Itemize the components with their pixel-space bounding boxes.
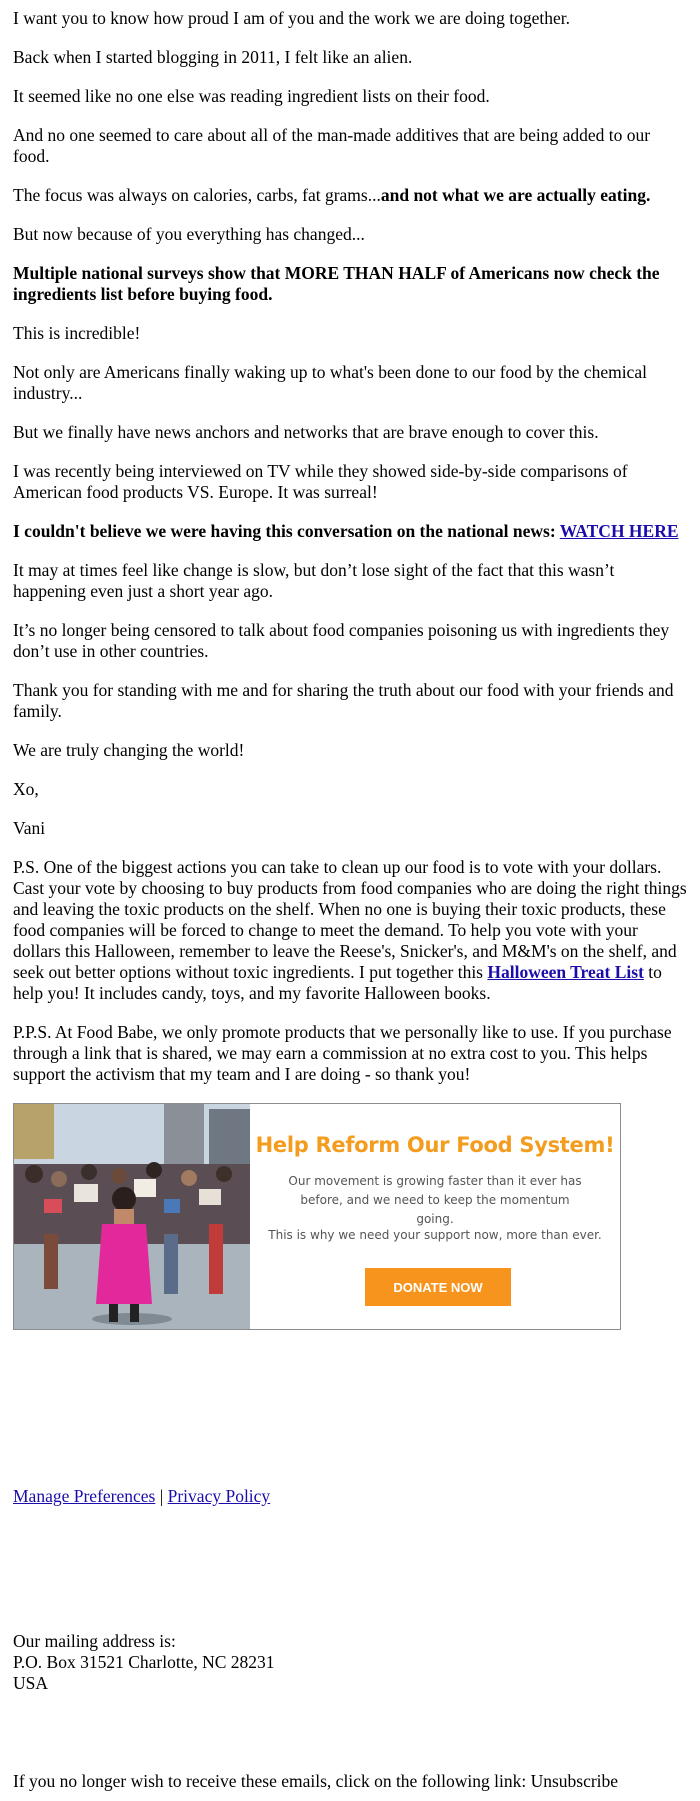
paragraph: But now because of you everything has changed... xyxy=(13,224,365,244)
paragraph: It’s no longer being censored to talk about food companies poisoning us with ingredients they don’t use in other countries. xyxy=(13,620,670,661)
paragraph: We are truly changing the world! xyxy=(13,740,245,760)
rally-photo xyxy=(14,1104,250,1329)
paragraph: P.P.S. At Food Babe, we only promote products that we personally like to use. If you purchase through a link that is shared, we may earn a commission at no extra cost to you. This helps support the activism that my team and I are doing - so thank you! xyxy=(13,1022,672,1084)
paragraph: It seemed like no one else was reading ingredient lists on their food. xyxy=(13,86,490,106)
donate-now-button[interactable]: DONATE NOW xyxy=(365,1268,511,1306)
paragraph: Back when I started blogging in 2011, I felt like an alien. xyxy=(13,47,413,67)
separator: | xyxy=(159,1486,164,1506)
paragraph: Not only are Americans finally waking up to what's been done to our food by the chemical industry... xyxy=(13,362,647,403)
paragraph: I was recently being interviewed on TV while they showed side-by-side comparisons of American food products VS. Europe. It was surreal! xyxy=(13,461,628,502)
paragraph: This is incredible! xyxy=(13,323,141,343)
donate-banner[interactable] xyxy=(13,1103,621,1330)
bold-text: Multiple national surveys show that MORE THAN HALF of Americans now check the ingredients list before buying food. xyxy=(13,263,660,304)
paragraph: Xo, xyxy=(13,779,39,799)
banner-body-text: Our movement is growing faster than it ever has before, and we need to keep the momentum going. xyxy=(288,1174,582,1226)
unsubscribe-text: If you no longer wish to receive these emails, click on the following link: Unsubscribe xyxy=(13,1771,619,1791)
paragraph: But we finally have news anchors and networks that are brave enough to cover this. xyxy=(13,422,599,442)
manage-preferences-link[interactable]: Manage Preferences xyxy=(13,1486,156,1506)
text: to help you! It includes candy, toys, and my favorite Halloween books. xyxy=(13,962,662,1003)
paragraph xyxy=(13,521,687,542)
banner-body-text: This is why we need your support now, more than ever. xyxy=(268,1228,602,1242)
bold-text: I couldn't believe we were having this conversation on the national news: xyxy=(13,521,560,541)
paragraph: I want you to know how proud I am of you and the work we are doing together. xyxy=(13,8,570,28)
halloween-treat-list-link[interactable]: Halloween Treat List xyxy=(487,962,644,982)
paragraph xyxy=(13,263,687,305)
text: P.S. One of the biggest actions you can take to clean up our food is to vote with your dollars. Cast your vote by choosing to buy products from food companies who are doing the right things and leaving the toxic products on the shelf. When no one is buying their toxic products, these food companies will be forced to change to meet the demand. To help you vote with your dollars this Halloween, remember to leave the Reese's, Snicker's, and M&M's on the shelf, and seek out better options without toxic ingredients. I put together this xyxy=(13,857,687,982)
banner-content xyxy=(250,1104,620,1329)
bold-text: and not what we are actually eating. xyxy=(380,185,651,205)
paragraph: It may at times feel like change is slow, but don’t lose sight of the fact that this wasn’t happening even just a short year ago. xyxy=(13,560,615,601)
mailing-address xyxy=(13,1631,275,1694)
watch-here-link[interactable]: WATCH HERE xyxy=(559,521,679,541)
footer-links xyxy=(13,1486,270,1507)
paragraph: Thank you for standing with me and for sharing the truth about our food with your friends and family. xyxy=(13,680,674,721)
mailing-label: Our mailing address is: xyxy=(13,1631,176,1651)
address-line: P.O. Box 31521 Charlotte, NC 28231 xyxy=(13,1652,275,1672)
paragraph: Vani xyxy=(13,818,46,838)
text: The focus was always on calories, carbs, fat grams... xyxy=(13,185,381,205)
address-country: USA xyxy=(13,1673,49,1693)
paragraph xyxy=(13,185,687,206)
paragraph xyxy=(13,857,687,1004)
paragraph: And no one seemed to care about all of the man-made additives that are being added to our food. xyxy=(13,125,651,166)
privacy-policy-link[interactable]: Privacy Policy xyxy=(167,1486,271,1506)
banner-headline: Help Reform Our Food System! xyxy=(255,1133,615,1157)
